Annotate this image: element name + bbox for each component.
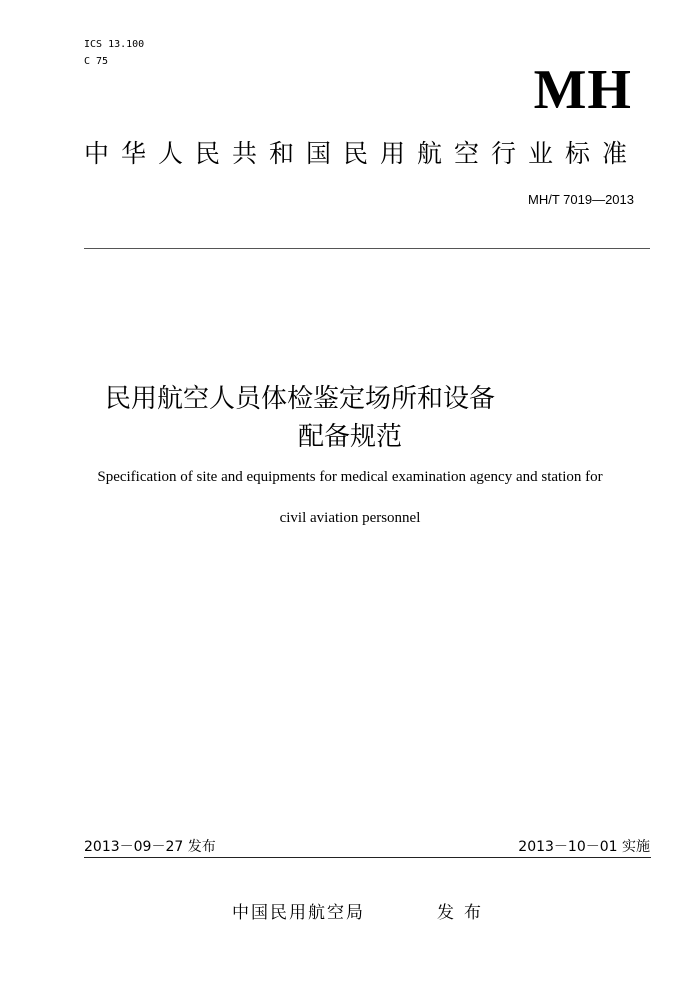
implementation-date: 2013－10－01 实施 — [518, 839, 650, 855]
ccs-code: C 75 — [84, 56, 109, 67]
header-divider — [84, 248, 650, 249]
ics-code: ICS 13.100 — [84, 39, 145, 50]
issuer: 中国民用航空局 — [232, 903, 365, 923]
issue-word: 发布 — [437, 903, 491, 923]
mh-logo: MH — [533, 59, 632, 121]
title-zh-line1: 民用航空人员体检鉴定场所和设备 — [104, 384, 495, 414]
standard-code: MH/T 7019—2013 — [528, 192, 634, 207]
title-zh-line2: 配备规范 — [297, 422, 402, 452]
title-en-line2: civil aviation personnel — [279, 510, 421, 526]
issue-date: 2013－09－27 发布 — [84, 839, 216, 855]
title-en-line1: Specification of site and equipments for medical examination agency and station for — [97, 469, 603, 485]
footer-divider — [84, 857, 651, 858]
standard-name: 中华人民共和国民用航空行业标准 — [84, 139, 640, 168]
classification-codes — [84, 36, 144, 70]
